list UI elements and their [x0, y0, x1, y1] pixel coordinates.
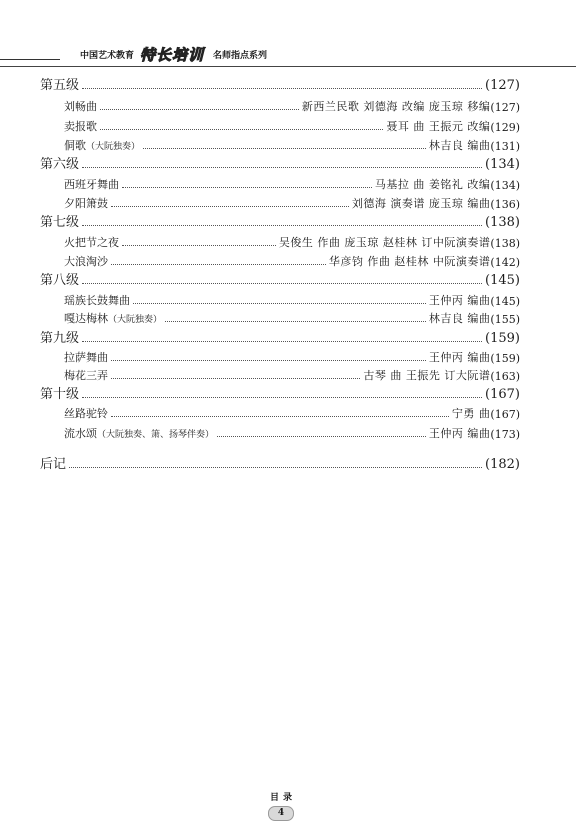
toc-grade-row — [40, 272, 520, 288]
toc-entry-title — [64, 137, 140, 153]
toc-entry-title-text: 梅花三弄 — [64, 369, 108, 382]
toc-entry-title — [40, 74, 79, 93]
toc-entry-page: (129) — [490, 121, 520, 134]
toc-piece-row — [64, 234, 520, 250]
toc-entry-credit: 宁勇 曲 — [451, 407, 491, 420]
toc-grade-row — [40, 330, 520, 346]
toc-entry-page: (131) — [490, 140, 520, 153]
toc-entry-page: (138) — [490, 237, 520, 250]
toc-entry-credit: 华彦钧 作曲 赵桂林 中阮演奏谱 — [328, 255, 491, 268]
toc-entry-title-text: 拉萨舞曲 — [64, 351, 108, 364]
dot-leader — [111, 416, 449, 417]
toc-entry-page: (134) — [485, 157, 520, 172]
toc-piece-row — [64, 253, 520, 269]
toc-entry-page: (142) — [490, 256, 520, 269]
toc-entry-title-text: 第五级 — [40, 78, 80, 93]
toc-piece-row — [64, 98, 520, 114]
toc-entry-title — [64, 234, 119, 250]
toc-entry-title-text: 刘畅曲 — [64, 100, 97, 113]
toc-entry-title-text: 第十级 — [40, 387, 80, 402]
toc-entry-title — [64, 253, 108, 269]
toc-piece-row — [64, 195, 520, 211]
toc-piece-row — [64, 118, 520, 134]
toc-entry-title-text: 流水颂 — [64, 427, 97, 440]
dot-leader — [100, 129, 383, 130]
toc-entry-title-text: 第七级 — [40, 215, 80, 230]
toc-grade-row — [40, 214, 520, 230]
toc-entry-title — [64, 367, 108, 383]
toc-entry-credit: 王仲丙 编曲 — [428, 427, 491, 440]
dot-leader — [111, 360, 426, 361]
series-name-master-guidance: 名师指点系列 — [213, 51, 268, 61]
toc-entry-title — [64, 349, 108, 365]
toc-piece-row — [64, 425, 520, 441]
toc-entry-note: （大阮独奏、箫、扬琴伴奏） — [97, 430, 215, 440]
toc-entry-title-text: 第六级 — [40, 157, 80, 172]
toc-grade-row — [40, 386, 520, 402]
dot-leader — [111, 378, 360, 379]
toc-entry-title — [64, 292, 130, 308]
toc-entry-title — [40, 153, 79, 172]
toc-entry-credit: 王仲丙 编曲 — [428, 351, 491, 364]
toc-piece-row — [64, 310, 520, 326]
dot-leader — [82, 341, 482, 342]
toc-entry-credit: 新西兰民歌 刘德海 改编 庞玉琼 移编 — [301, 100, 491, 113]
toc-grade-row — [40, 77, 520, 93]
toc-piece-row — [64, 367, 520, 383]
toc-entry-credit: 林吉良 编曲 — [428, 312, 491, 325]
toc-entry-title-text: 第九级 — [40, 331, 80, 346]
toc-piece-row — [64, 349, 520, 365]
toc-entry-title-text: 火把节之夜 — [64, 236, 119, 249]
toc-entry-title — [64, 118, 97, 134]
toc-entry-title — [40, 383, 79, 402]
toc-entry-title — [64, 405, 108, 421]
dot-leader — [82, 88, 482, 89]
toc-entry-page: (182) — [485, 457, 520, 472]
toc-entry-title — [40, 211, 79, 230]
toc-grade-row — [40, 456, 520, 472]
toc-entry-title-text: 瑶族长鼓舞曲 — [64, 294, 130, 307]
dot-leader — [82, 167, 482, 168]
toc-piece-row — [64, 292, 520, 308]
toc-entry-title — [64, 425, 214, 441]
toc-entry-note: （大阮独奏） — [86, 142, 141, 152]
toc-entry-page: (127) — [490, 101, 520, 114]
toc-entry-title-text: 第八级 — [40, 273, 80, 288]
toc-entry-page: (167) — [485, 387, 520, 402]
toc-entry-page: (145) — [490, 295, 520, 308]
toc-entry-credit: 马基拉 曲 姜铭礼 改编 — [374, 178, 491, 191]
toc-entry-page: (136) — [490, 198, 520, 211]
dot-leader — [111, 206, 349, 207]
dot-leader — [133, 303, 426, 304]
toc-entry-title — [64, 98, 97, 114]
dot-leader — [122, 245, 276, 246]
toc-entry-credit: 吴俊生 作曲 庞玉琼 赵桂林 订中阮演奏谱 — [278, 236, 491, 249]
dot-leader — [69, 467, 482, 468]
dot-leader — [122, 187, 372, 188]
dot-leader — [111, 264, 326, 265]
dot-leader — [100, 109, 299, 110]
toc-piece-row — [64, 405, 520, 421]
toc-entry-credit: 古琴 曲 王振先 订大阮谱 — [363, 369, 491, 382]
page-header — [0, 44, 576, 70]
header-rule-short — [0, 59, 60, 60]
toc-entry-title-text: 侗歌 — [64, 139, 86, 152]
series-logo: 特长培训 — [140, 46, 205, 64]
dot-leader — [217, 436, 426, 437]
toc-entry-page: (167) — [490, 408, 520, 421]
toc-entry-title-text: 丝路驼铃 — [64, 407, 108, 420]
toc-entry-page: (159) — [490, 352, 520, 365]
header-rule — [0, 66, 576, 67]
toc-entry-note: （大阮独奏） — [108, 315, 163, 325]
toc-entry-title-text: 夕阳箫鼓 — [64, 197, 108, 210]
dot-leader — [143, 148, 426, 149]
toc-entry-page: (127) — [485, 78, 520, 93]
toc-entry-page: (159) — [485, 331, 520, 346]
toc-piece-row — [64, 137, 520, 153]
toc-entry-title-text: 后记 — [40, 457, 67, 472]
dot-leader — [82, 283, 482, 284]
toc-grade-row — [40, 156, 520, 172]
toc-entry-page: (138) — [485, 215, 520, 230]
footer-section-label: 目录 — [270, 793, 297, 803]
toc-entry-page: (163) — [490, 370, 520, 383]
footer-page-number: 4 — [268, 806, 294, 821]
toc-entry-title — [40, 453, 66, 472]
toc-entry-title — [64, 176, 119, 192]
toc-entry-title-text: 嘎达梅林 — [64, 312, 108, 325]
toc-entry-title-text: 大浪淘沙 — [64, 255, 108, 268]
toc-entry-page: (134) — [490, 179, 520, 192]
toc-entry-title — [64, 310, 162, 326]
toc-entry-credit: 林吉良 编曲 — [428, 139, 491, 152]
toc-entry-page: (155) — [490, 313, 520, 326]
dot-leader — [82, 225, 482, 226]
toc-entry-page: (173) — [490, 428, 520, 441]
dot-leader — [82, 397, 482, 398]
toc-entry-title — [64, 195, 108, 211]
toc-entry-credit: 刘德海 演奏谱 庞玉琼 编曲 — [351, 197, 491, 210]
toc-piece-row — [64, 176, 520, 192]
toc-entry-credit: 王仲丙 编曲 — [428, 294, 491, 307]
series-name-art-education: 中国艺术教育 — [80, 51, 135, 61]
toc-entry-title-text: 卖报歌 — [64, 120, 97, 133]
toc-entry-credit: 聂耳 曲 王振元 改编 — [386, 120, 491, 133]
toc-entry-title — [40, 327, 79, 346]
toc-entry-page: (145) — [485, 273, 520, 288]
dot-leader — [165, 321, 426, 322]
toc-entry-title — [40, 269, 79, 288]
toc-entry-title-text: 西班牙舞曲 — [64, 178, 119, 191]
